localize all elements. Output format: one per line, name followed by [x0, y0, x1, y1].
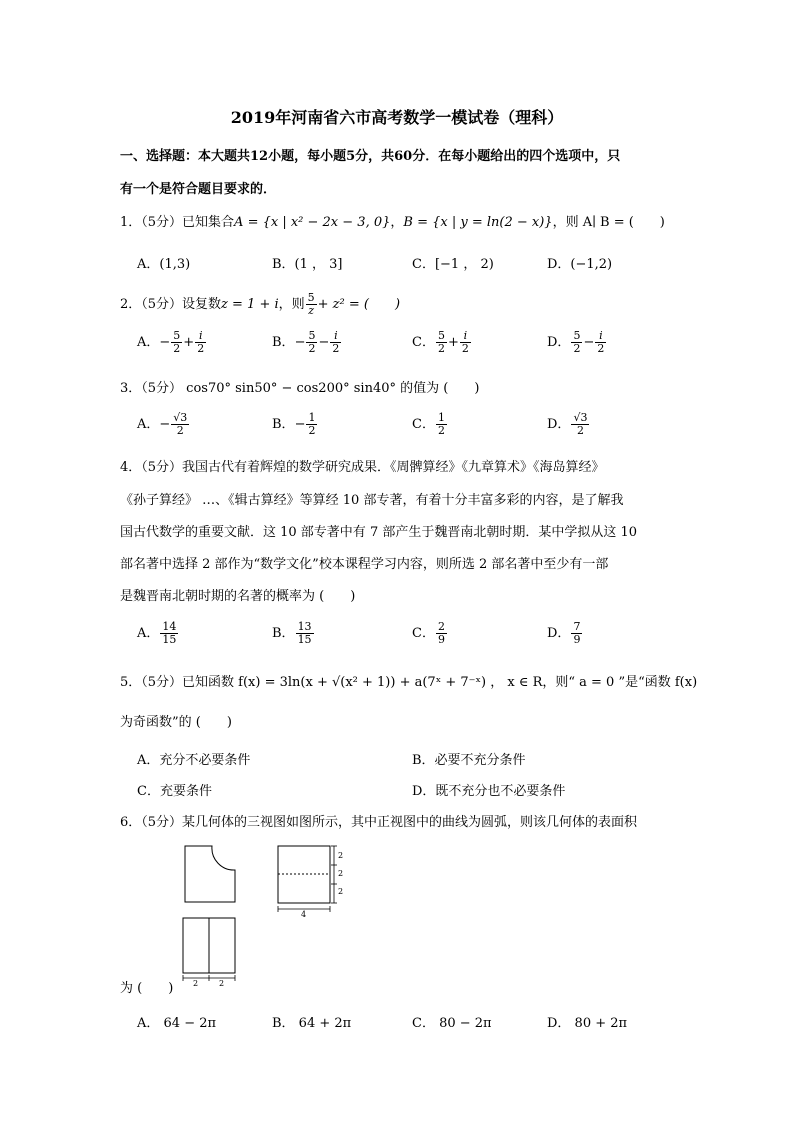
- question-4-line-5: 是魏晋南北朝时期的名著的概率为 ( ): [120, 589, 356, 604]
- question-4-line-2: 《孙子算经》 …、《辑古算经》等算经 10 部专著，有着十分丰富多彩的内容，是了解我: [120, 493, 624, 508]
- dim-label-b2: 2: [219, 979, 225, 988]
- q6-option-b: B． 64 + 2π: [272, 1016, 352, 1031]
- q6-option-d: D． 80 + 2π: [547, 1016, 628, 1031]
- question-4-line-3: 国古代数学的重要文献．这 10 部专著中有 7 部产生于魏晋南北朝时期．某中学拟从这 10: [120, 525, 638, 540]
- page-title: 2019年河南省六市高考数学一模试卷（理科）: [230, 108, 564, 127]
- q1-option-d: D．(−1,2): [547, 257, 613, 272]
- question-5-line-2: 为奇函数”的 ( ): [120, 715, 232, 730]
- side-view: [278, 846, 337, 912]
- q4-option-c: C． $\frac{2}{9}$: [412, 620, 445, 646]
- q1-option-c: C．[−1 ， 2): [412, 257, 494, 272]
- q4-option-a: A． $\frac{14}{15}$: [137, 620, 177, 646]
- section-heading-line1: 一、选择题：本大题共12小题，每小题5分，共60分．在每小题给出的四个选项中，只: [120, 149, 621, 164]
- question-5-line-1: 5．（5分）已知函数 f(x) = 3ln(x + √(x² + 1)) + a(7ˣ + 7⁻ˣ) ， x ∈ R，则“ a = 0 ”是“函数 f(x): [120, 675, 698, 690]
- question-4-line-1: 4．（5分）我国古代有着辉煌的数学研究成果．《周髀算经》《九章算术》《海岛算经》: [120, 460, 605, 475]
- q5-option-c: C．充要条件: [137, 784, 212, 799]
- q5-option-d: D．既不充分也不必要条件: [412, 784, 566, 799]
- q1-comma: ，: [390, 215, 404, 230]
- q2-option-b: B．− $\frac{5}{2}$ − $\frac{i}{2}$: [272, 329, 340, 355]
- section-heading-line2: 有一个是符合题目要求的．: [120, 182, 277, 197]
- top-view: [183, 918, 235, 981]
- q6-option-a: A． 64 − 2π: [137, 1016, 217, 1031]
- question-3: 3．（5分） cos70° sin50° − cos200° sin40° 的值为 ( ): [120, 381, 480, 396]
- q1-tail: ，则 A∣ B = ( ): [552, 215, 665, 230]
- q3-option-b: B．− $\frac{1}{2}$: [272, 411, 316, 437]
- q2-option-d: D． $\frac{5}{2}$ − $\frac{i}{2}$: [547, 329, 605, 355]
- question-6-line-2: 为 ( ): [120, 981, 174, 996]
- q6-option-c: C． 80 − 2π: [412, 1016, 492, 1031]
- q1-prefix: 1．（5分）已知集合: [120, 215, 235, 230]
- q3-option-d: D． $\frac{√3}{2}$: [547, 411, 588, 437]
- dim-label-h1: 2: [338, 851, 344, 860]
- q3-option-a: A．− $\frac{√3}{2}$: [137, 411, 188, 437]
- dim-label-w: 4: [301, 910, 307, 919]
- front-view: [185, 846, 235, 902]
- q1-option-b: B．(1 ， 3]: [272, 257, 343, 272]
- q1-set-b: B = {x | y = ln(2 − x)}: [403, 215, 553, 230]
- dim-label-h3: 2: [338, 887, 344, 896]
- q4-option-d: D． $\frac{7}{9}$: [547, 620, 581, 646]
- q1-set-a: A = {x | x² − 2x − 3, 0}: [234, 215, 391, 230]
- question-4-line-4: 部名著中选择 2 部作为“数学文化”校本课程学习内容，则所选 2 部名著中至少有一部: [120, 557, 609, 572]
- q2-option-c: C． $\frac{5}{2}$ + $\frac{i}{2}$: [412, 329, 469, 355]
- q1-option-a: A．(1,3): [137, 257, 191, 272]
- dim-label-b1: 2: [193, 979, 199, 988]
- q5-option-b: B．必要不充分条件: [412, 753, 526, 768]
- dim-label-h2: 2: [338, 869, 344, 878]
- q2-prefix: 2．（5分）设复数: [120, 297, 222, 312]
- q2-option-a: A．− $\frac{5}{2}$ + $\frac{i}{2}$: [137, 329, 205, 355]
- q2-fraction: $\frac{5}{z}$: [307, 291, 315, 317]
- q3-option-c: C． $\frac{1}{2}$: [412, 411, 445, 437]
- question-6-line-1: 6．（5分）某几何体的三视图如图所示，其中正视图中的曲线为圆弧，则该几何体的表面积: [120, 815, 638, 830]
- q2-mid: ，则: [278, 297, 305, 312]
- q4-option-b: B． $\frac{13}{15}$: [272, 620, 312, 646]
- q2-z: z = 1 + i: [221, 297, 279, 312]
- q2-tail: + z² = ( ): [317, 297, 401, 312]
- q5-option-a: A．充分不必要条件: [137, 753, 251, 768]
